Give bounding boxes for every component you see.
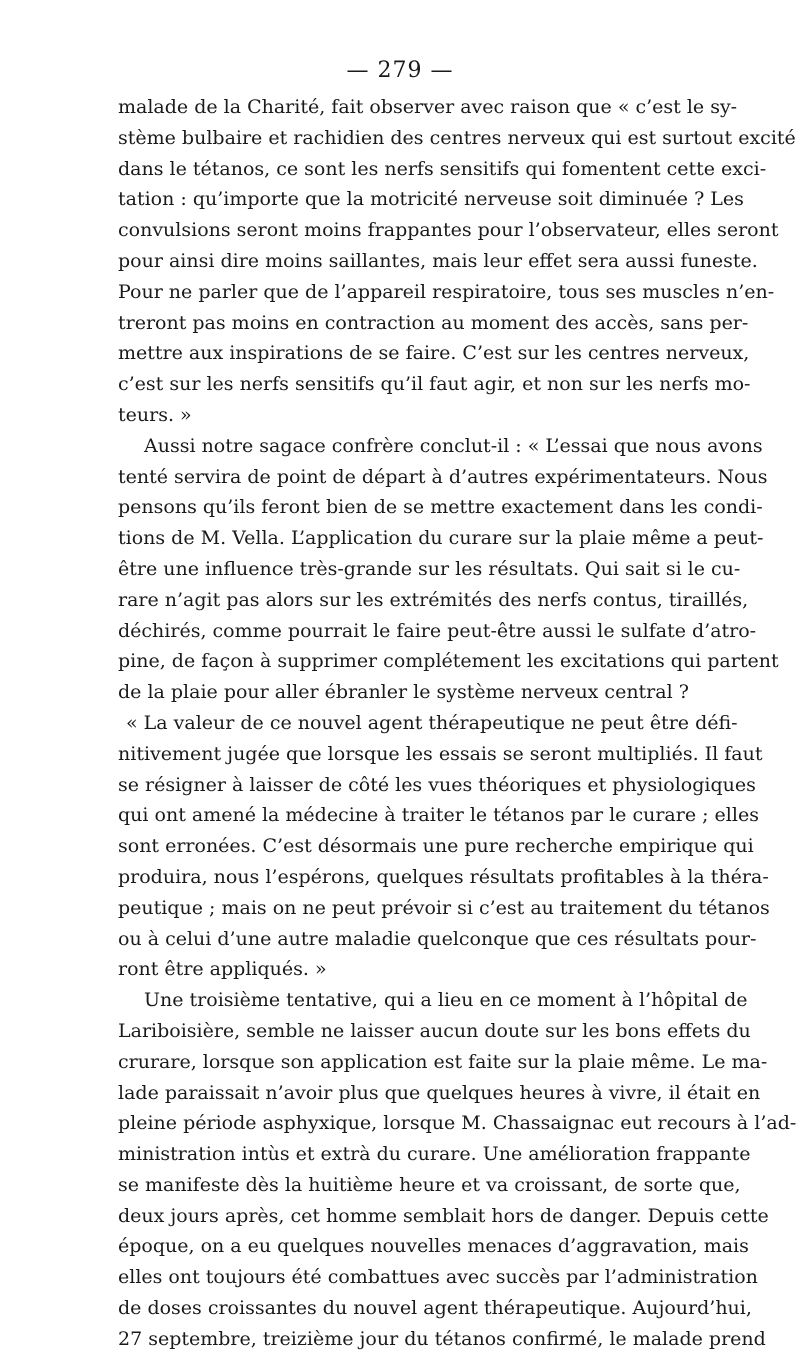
text-line: Lariboisière, semble ne laisser aucun doute sur les bons effets du	[118, 1019, 751, 1042]
text-line: pleine période asphyxique, lorsque M. Chassaignac eut recours à l’ad-	[118, 1112, 797, 1135]
text-line: convulsions seront moins frappantes pour l’observateur, elles seront	[118, 219, 779, 242]
text-line: tation : qu’importe que la motricité nerveuse soit diminuée ? Les	[118, 188, 744, 211]
text-line: sont erronées. C’est désormais une pure recherche empirique qui	[118, 835, 754, 858]
text-line: ministration intùs et extrà du curare. Une amélioration frappante	[118, 1143, 751, 1166]
text-line: qui ont amené la médecine à traiter le tétanos par le curare ; elles	[118, 804, 759, 827]
text-line: Pour ne parler que de l’appareil respiratoire, tous ses muscles n’en-	[118, 280, 775, 303]
text-line: pine, de façon à supprimer complétement les excitations qui partent	[118, 650, 779, 673]
text-line: « La valeur de ce nouvel agent thérapeutique ne peut être défi-	[126, 711, 738, 734]
text-line: lade paraissait n’avoir plus que quelques heures à vivre, il était en	[118, 1081, 761, 1104]
text-line: crurare, lorsque son application est faite sur la plaie même. Le ma-	[118, 1050, 768, 1073]
text-line: de doses croissantes du nouvel agent thérapeutique. Aujourd’hui,	[118, 1297, 752, 1320]
text-line: pour ainsi dire moins saillantes, mais leur effet sera aussi funeste.	[118, 249, 758, 272]
text-line: malade de la Charité, fait observer avec raison que « c’est le sy-	[118, 96, 738, 118]
text-line: pensons qu’ils feront bien de se mettre exactement dans les condi-	[118, 496, 763, 519]
text-line: époque, on a eu quelques nouvelles menaces d’aggravation, mais	[118, 1235, 749, 1258]
text-line: Aussi notre sagace confrère conclut-il : « L’essai que nous avons	[144, 434, 763, 457]
text-line: tenté servira de point de départ à d’autres expérimentateurs. Nous	[118, 465, 768, 488]
text-line: Une troisième tentative, qui a lieu en ce moment à l’hôpital de	[144, 989, 748, 1012]
text-line: mettre aux inspirations de se faire. C’est sur les centres nerveux,	[118, 342, 750, 365]
text-line: tions de M. Vella. L’application du curare sur la plaie même a peut-	[118, 527, 764, 550]
text-line: teurs. »	[118, 403, 192, 426]
text-line: produira, nous l’espérons, quelques résultats profitables à la théra-	[118, 865, 769, 888]
text-line: déchirés, comme pourrait le faire peut-être aussi le sulfate d’atro-	[118, 619, 757, 642]
text-line: c’est sur les nerfs sensitifs qu’il faut agir, et non sur les nerfs mo-	[118, 373, 751, 396]
text-line: ou à celui d’une autre maladie quelconque que ces résultats pour-	[118, 927, 757, 950]
text-line: dans le tétanos, ce sont les nerfs sensitifs qui fomentent cette exci-	[118, 157, 767, 180]
text-line: peutique ; mais on ne peut prévoir si c’est au traitement du tétanos	[118, 896, 770, 919]
text-line: se résigner à laisser de côté les vues théoriques et physiologiques	[118, 773, 756, 796]
text-line: stème bulbaire et rachidien des centres nerveux qui est surtout excité	[118, 126, 796, 149]
text-line: se manifeste dès la huitième heure et va croissant, de sorte que,	[118, 1173, 741, 1196]
text-line: elles ont toujours été combattues avec succès par l’administration	[118, 1266, 758, 1289]
text-line: deux jours après, cet homme semblait hors de danger. Depuis cette	[118, 1204, 769, 1227]
text-line: de la plaie pour aller ébranler le système nerveux central ?	[118, 681, 689, 704]
page-number: — 279 —	[346, 58, 454, 83]
text-line: treront pas moins en contraction au moment des accès, sans per-	[118, 311, 749, 334]
text-line: rare n’agit pas alors sur les extrémités des nerfs contus, tiraillés,	[118, 588, 749, 611]
text-line: ront être appliqués. »	[118, 958, 327, 981]
text-line: être une influence très-grande sur les résultats. Qui sait si le cu-	[118, 557, 741, 580]
text-line: 27 septembre, treizième jour du tétanos confirmé, le malade prend	[118, 1327, 766, 1350]
text-line: nitivement jugée que lorsque les essais se seront multipliés. Il faut	[118, 742, 763, 765]
body-text	[118, 92, 797, 1355]
